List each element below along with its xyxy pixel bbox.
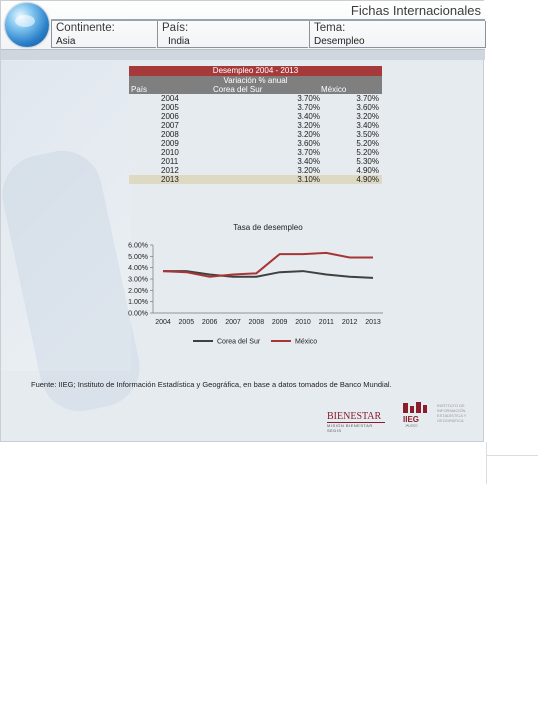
y-tick-label: 4.00% [128, 265, 148, 273]
iieg-logo-icon [401, 401, 429, 427]
x-tick-label: 2011 [318, 319, 334, 326]
y-tick-label: 5.00% [128, 253, 148, 261]
header [1, 1, 485, 51]
x-tick-label: 2009 [271, 319, 288, 326]
table-row: 2011 3.40% 5.30% [161, 157, 379, 166]
topic-field [309, 21, 486, 48]
background-watermark [1, 61, 131, 371]
x-tick-label: 2004 [155, 319, 171, 326]
table-row: 2008 3.20% 3.50% [161, 130, 379, 139]
country-field [157, 21, 308, 48]
legend-label-1: México [295, 338, 318, 346]
page-edge [486, 442, 487, 484]
x-tick-label: 2006 [201, 319, 218, 326]
col-korea: Corea del Sur [213, 85, 263, 94]
x-tick-label: 2013 [365, 319, 381, 326]
table-body [129, 94, 382, 184]
col-mexico: México [321, 85, 347, 94]
x-tick-label: 2008 [248, 319, 265, 326]
svg-text:IIEG: IIEG [403, 415, 420, 424]
y-tick-label: 2.00% [128, 287, 148, 295]
table-subtitle: Variación % anual [129, 76, 382, 85]
x-tick-label: 2005 [178, 319, 195, 326]
col-country: País [131, 85, 148, 94]
x-tick-label: 2007 [225, 319, 241, 326]
iieg-logo-text: INSTITUTO DE INFORMACIÓN ESTADÍSTICA Y GEOGRÁFICA [437, 403, 467, 423]
table-header-row [129, 85, 382, 94]
table-row: 2012 3.20% 4.90% [161, 166, 379, 175]
y-tick-label: 3.00% [128, 276, 148, 284]
chart-title: Tasa de desempleo [233, 223, 303, 232]
topic-label: Tema: [314, 22, 346, 34]
continent-value: Asia [56, 36, 76, 47]
legend-label-0: Corea del Sur [217, 338, 261, 346]
x-tick-label: 2010 [295, 319, 311, 326]
topic-value: Desempleo [314, 36, 365, 47]
y-tick-label: 0.00% [128, 310, 148, 318]
table-row: 2006 3.40% 3.20% [161, 112, 379, 121]
page-edge-line [486, 455, 538, 456]
continent-label: Continente: [56, 22, 115, 34]
y-tick-label: 1.00% [128, 299, 148, 307]
table-row: 2009 3.60% 5.20% [161, 139, 379, 148]
table-row: 2007 3.20% 3.40% [161, 121, 379, 130]
series-line-1 [163, 253, 373, 277]
svg-text:JALISCO: JALISCO [405, 423, 418, 427]
header-band [1, 49, 485, 60]
bienestar-logo: BIENESTAR MISIÓN BIENESTAR SEDIS [327, 411, 385, 433]
unemployment-line-chart [121, 221, 391, 351]
x-tick-label: 2012 [341, 319, 358, 326]
continent-field [51, 21, 156, 48]
table-row: 2004 3.70% 3.70% [161, 94, 379, 103]
table-row: 2010 3.70% 5.20% [161, 148, 379, 157]
table-title: Desempleo 2004 - 2013 [129, 66, 382, 76]
globe-icon [5, 3, 49, 47]
country-label: País: [162, 22, 189, 34]
table-row: 2013 3.10% 4.90% [129, 175, 382, 184]
table-row: 2005 3.70% 3.60% [161, 103, 379, 112]
unemployment-table [129, 66, 382, 184]
source-note: Fuente: IIEG; Instituto de Información Estadística y Geográfica, en base a datos tomados de Banco Mundial. [31, 380, 392, 389]
country-value: India [168, 36, 190, 47]
brand-title: Fichas Internacionales [350, 3, 481, 18]
y-tick-label: 6.00% [128, 242, 148, 250]
